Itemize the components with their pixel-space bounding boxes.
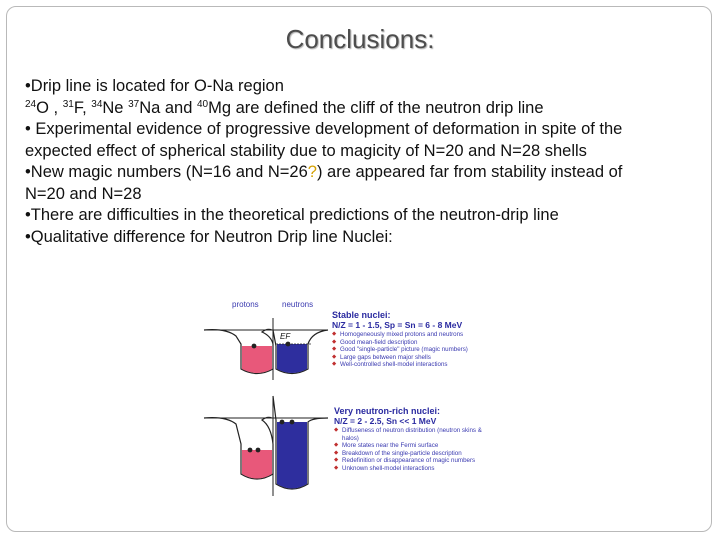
mass-number-ne: 34	[91, 98, 103, 110]
stable-nuclei-params: N/Z = 1 - 1.5, Sp = Sn = 6 - 8 MeV	[332, 320, 463, 330]
list-item: ◆ Good "single-particle" picture (magic numbers)	[332, 346, 496, 354]
mass-number-mg: 40	[197, 98, 209, 110]
list-item: ◆ More states near the Fermi surface	[334, 442, 494, 450]
question-mark: ?	[307, 163, 317, 181]
neutrons-label: neutrons	[282, 300, 314, 309]
list-item: ◆ Well-controlled shell-model interactions	[332, 361, 496, 369]
neutron-rich-params: N/Z = 2 - 2.5, Sn << 1 MeV	[334, 416, 437, 426]
neutron-rich-panel	[334, 406, 494, 473]
isotope-text-ne: Ne	[102, 98, 129, 117]
fermi-energy-label: EF	[280, 332, 291, 341]
neutron-rich-list	[334, 427, 494, 473]
neutron-rich-title: Very neutron-rich nuclei:	[334, 406, 441, 416]
stable-nuclei-panel	[332, 310, 496, 369]
protons-label: protons	[232, 300, 259, 309]
line-difficulties: •There are difficulties in the theoretical predictions of the neutron-drip line	[25, 206, 559, 224]
list-item: ◆ Good mean-field description	[332, 339, 496, 347]
list-item: ◆ Diffuseness of neutron distribution (neutron skins & halos)	[334, 427, 494, 442]
line-deformation: • Experimental evidence of progressive development of deformation in spite of the expected effect of spherical stability due to magicity of N=20 and N=28 shells	[25, 120, 623, 160]
mass-number-f: 31	[62, 98, 74, 110]
line-drip-line-region: •Drip line is located for O-Na region	[25, 77, 284, 95]
isotope-text-mg: Mg are defined the cliff of the neutron drip line	[208, 98, 544, 117]
isotope-text-na: Na and	[139, 98, 197, 117]
neutron-dot-bottom-2	[290, 420, 295, 425]
list-item: ◆ Homogeneously mixed protons and neutrons	[332, 331, 496, 339]
list-item: ◆ Redefinition or disappearance of magic numbers	[334, 457, 494, 465]
list-item: ◆ Breakdown of the single-particle description	[334, 450, 494, 458]
proton-dot-top	[252, 344, 257, 349]
line-magic-numbers	[25, 162, 665, 205]
slide-title: Conclusions:	[285, 24, 435, 54]
neutron-dot-top	[286, 342, 291, 347]
magic-text-a: •New magic numbers (N=16 and N=26	[25, 163, 308, 181]
line-isotopes	[25, 98, 665, 120]
isotope-text-f: F,	[73, 98, 92, 117]
list-item: ◆ Large gaps between major shells	[332, 354, 496, 362]
proton-dot-bottom-2	[256, 448, 261, 453]
neutron-dot-bottom-1	[280, 420, 285, 425]
proton-dot-bottom-1	[248, 448, 253, 453]
magic-text-b: ) are appeared far from stability instead of N=20 and N=28	[25, 163, 623, 203]
proton-fill-bottom	[242, 450, 272, 479]
stable-nuclei-list	[332, 331, 496, 369]
neutron-fill-top	[277, 344, 307, 373]
list-item: ◆ Unknown shell-model interactions	[334, 465, 494, 473]
stable-nuclei-title: Stable nuclei:	[332, 310, 391, 320]
proton-fill-top	[242, 346, 272, 373]
mass-number-o: 24	[25, 98, 37, 110]
drip-line-figure	[196, 298, 496, 510]
neutron-fill-bottom	[277, 422, 307, 489]
isotope-text-o: O ,	[36, 98, 63, 117]
body-text	[25, 76, 665, 248]
line-qualitative: •Qualitative difference for Neutron Drip line Nuclei:	[25, 227, 393, 246]
mass-number-na: 37	[128, 98, 140, 110]
